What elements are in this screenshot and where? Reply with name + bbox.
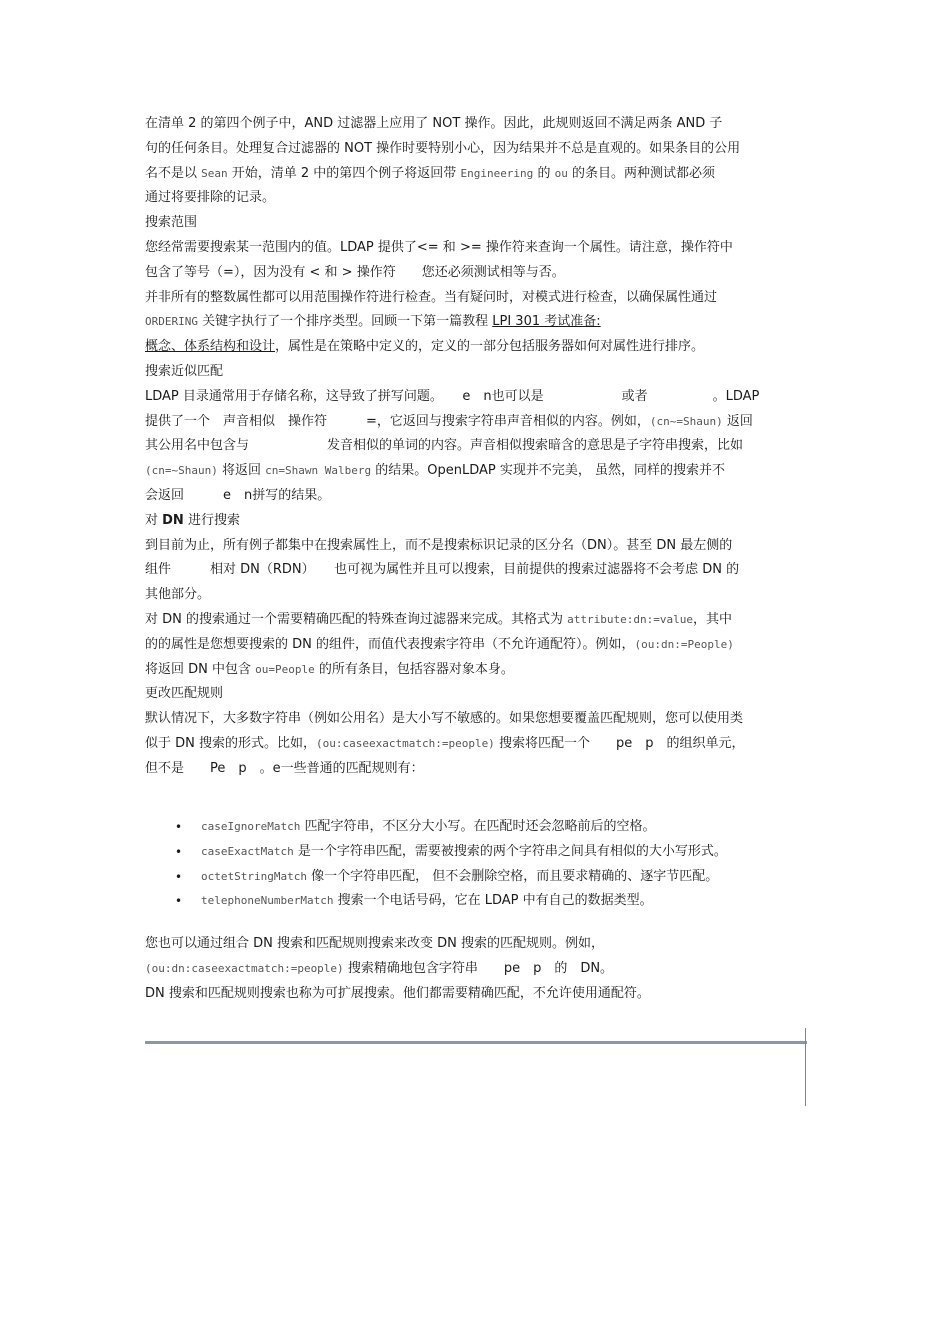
paragraph-approx bbox=[145, 385, 810, 509]
text-line: 在清单 2 的第四个例子中，AND 过滤器上应用了 NOT 操作。因此，此规则返回不满足两条 AND 子 bbox=[145, 116, 723, 131]
text-span: 将返回 DN 中包含 bbox=[145, 661, 256, 677]
text-line bbox=[145, 957, 810, 982]
text-span: 搜索将匹配一个 pe p 的组织单元， bbox=[494, 735, 745, 751]
section-heading-range: 搜索范围 bbox=[145, 215, 198, 231]
text-line: 会返回 e n拼写的结果。 bbox=[145, 487, 331, 503]
text-line: 您也可以通过组合 DN 搜索和匹配规则搜索来改变 DN 搜索的匹配规则。例如， bbox=[145, 936, 604, 951]
text-line bbox=[145, 310, 810, 335]
list-item bbox=[175, 815, 815, 840]
code-span: (cn=~Shaun) bbox=[145, 464, 218, 478]
text-line bbox=[145, 608, 810, 633]
code-span: (ou:dn:caseexactmatch:=people) bbox=[145, 961, 344, 975]
text-span: 进行搜索 bbox=[183, 512, 240, 528]
bullet-icon: • bbox=[175, 894, 183, 909]
text-span: 的 bbox=[533, 165, 555, 181]
tutorial-link-continued[interactable]: 概念、体系结构和设计 bbox=[145, 339, 276, 355]
code-span: ou=People bbox=[255, 662, 315, 676]
text-span: 似于 DN 搜索的形式。比如， bbox=[145, 735, 316, 751]
text-span: 返回 bbox=[722, 413, 753, 429]
bullet-icon: • bbox=[175, 844, 183, 859]
list-item bbox=[175, 865, 815, 890]
text-line: 您经常需要搜索某一范围内的值。LDAP 提供了<= 和 >= 操作符来查询一个属性。请注意，操作符中 bbox=[145, 239, 733, 255]
section-heading-dn bbox=[145, 509, 810, 534]
text-span: 提供了一个 声音相似 操作符 =，它返回与搜索字符串声音相似的内容。例如， bbox=[145, 413, 650, 429]
text-span: 是一个字符串匹配，需要被搜索的两个字符串之间具有相似的大小写形式。 bbox=[293, 843, 727, 859]
text-line bbox=[145, 658, 810, 683]
code-span: octetStringMatch bbox=[201, 869, 307, 883]
text-span: 名不是以 bbox=[145, 165, 202, 181]
code-span: telephoneNumberMatch bbox=[201, 894, 334, 908]
text-span: 的的属性是您想要搜索的 DN 的组件，而值代表搜索字符串（不允许通配符）。例如， bbox=[145, 636, 635, 652]
text-span: 搜索一个电话号码，它在 LDAP 中有自己的数据类型。 bbox=[333, 893, 653, 909]
text-line: 其他部分。 bbox=[145, 587, 211, 603]
bullet-icon: • bbox=[175, 820, 183, 834]
text-line bbox=[145, 732, 810, 757]
text-span: 关键字执行了一个排序类型。回顾一下第一篇教程 bbox=[197, 314, 493, 330]
paragraph-not-filter bbox=[145, 112, 810, 211]
bullet-icon: • bbox=[175, 869, 183, 884]
text-span: ，其中 bbox=[692, 611, 732, 627]
code-span: ORDERING bbox=[145, 315, 198, 329]
code-span: caseIgnoreMatch bbox=[201, 820, 301, 833]
horizontal-rule bbox=[145, 1041, 807, 1044]
text-span: DN bbox=[162, 512, 184, 528]
text-line: DN 搜索和匹配规则搜索也称为可扩展搜索。他们都需要精确匹配，不允许使用通配符。 bbox=[145, 985, 650, 1001]
code-span: caseExactMatch bbox=[201, 844, 294, 858]
text-line bbox=[145, 335, 810, 360]
paragraph-extensible-search bbox=[145, 932, 810, 1006]
text-line bbox=[145, 162, 810, 187]
code-span: Engineering bbox=[460, 166, 534, 180]
list-item bbox=[175, 889, 815, 914]
code-span: Sean bbox=[201, 166, 228, 180]
code-span: cn=Shawn Walberg bbox=[265, 464, 372, 478]
text-span: 将返回 bbox=[217, 463, 266, 479]
section-heading-rules: 更改匹配规则 bbox=[145, 686, 224, 702]
vertical-rule bbox=[805, 1028, 806, 1106]
text-span: 开始，清单 2 中的第四个例子将返回带 bbox=[227, 165, 461, 181]
text-line bbox=[145, 459, 810, 484]
code-span: attribute:dn:=value bbox=[567, 612, 693, 626]
text-span: 搜索精确地包含字符串 pe p 的 DN。 bbox=[343, 960, 614, 976]
section-heading-approx: 搜索近似匹配 bbox=[145, 363, 224, 379]
text-line: 并非所有的整数属性都可以用范围操作符进行检查。当有疑问时，对模式进行检查，以确保属性通过 bbox=[145, 289, 718, 305]
text-span: 的条目。两种测试都必须 bbox=[567, 165, 715, 181]
text-span: 对 DN 的搜索通过一个需要精确匹配的特殊查询过滤器来完成。其格式为 bbox=[145, 611, 568, 627]
document-body bbox=[145, 112, 810, 1001]
text-line: LDAP 目录通常用于存储名称，这导致了拼写问题。 e n也可以是 或者 。LDAP bbox=[145, 388, 760, 404]
text-span: 像一个字符串匹配， 但不会删除空格，而且要求精确的、逐字节匹配。 bbox=[306, 868, 719, 884]
text-line: 默认情况下，大多数字符串（例如公用名）是大小写不敏感的。如果您想要覆盖匹配规则，您可以使用类 bbox=[145, 711, 744, 727]
text-span: 的所有条目，包括容器对象本身。 bbox=[314, 661, 514, 677]
code-span: (cn~=Shaun) bbox=[649, 414, 723, 428]
text-span: 匹配字符串，不区分大小写。在匹配时还会忽略前后的空格。 bbox=[300, 819, 656, 834]
text-span: ，属性是在策略中定义的，定义的一部分包括服务器如何对属性进行排序。 bbox=[275, 339, 705, 355]
text-line: 通过将要排除的记录。 bbox=[145, 190, 276, 206]
text-line bbox=[145, 633, 810, 658]
code-span: (ou:caseexactmatch:=people) bbox=[316, 736, 495, 750]
paragraph-range bbox=[145, 236, 810, 360]
text-line: 组件 相对 DN（RDN） 也可视为属性并且可以搜索，目前提供的搜索过滤器将不会考虑 DN 的 bbox=[145, 562, 740, 578]
list-item bbox=[175, 840, 815, 865]
paragraph-rules bbox=[145, 707, 810, 781]
text-line: 到目前为止，所有例子都集中在搜索属性上，而不是搜索标识记录的区分名（DN）。甚至 DN 最左侧的 bbox=[145, 537, 733, 553]
code-span: (ou:dn:=People) bbox=[634, 637, 734, 651]
matching-rules-list bbox=[175, 815, 815, 914]
text-line: 其公用名中包含与 发音相似的单词的内容。声音相似搜索暗含的意思是子字符串搜索，比如 bbox=[145, 438, 744, 454]
tutorial-link[interactable]: LPI 301 考试准备: bbox=[492, 314, 601, 330]
paragraph-dn bbox=[145, 534, 810, 683]
text-line bbox=[145, 410, 810, 435]
text-span: 对 bbox=[145, 512, 163, 528]
text-line: 句的任何条目。处理复合过滤器的 NOT 操作时要特别小心，因为结果并不总是直观的。如果条目的公用 bbox=[145, 140, 741, 156]
text-line: 但不是 Pe p 。e一些普通的匹配规则有： bbox=[145, 760, 424, 776]
text-line: 包含了等号（=），因为没有 < 和 > 操作符 您还必须测试相等与否。 bbox=[145, 264, 565, 280]
code-span: ou bbox=[554, 166, 568, 180]
text-span: 的结果。OpenLDAP 实现并不完美， 虽然，同样的搜索并不 bbox=[371, 463, 725, 479]
